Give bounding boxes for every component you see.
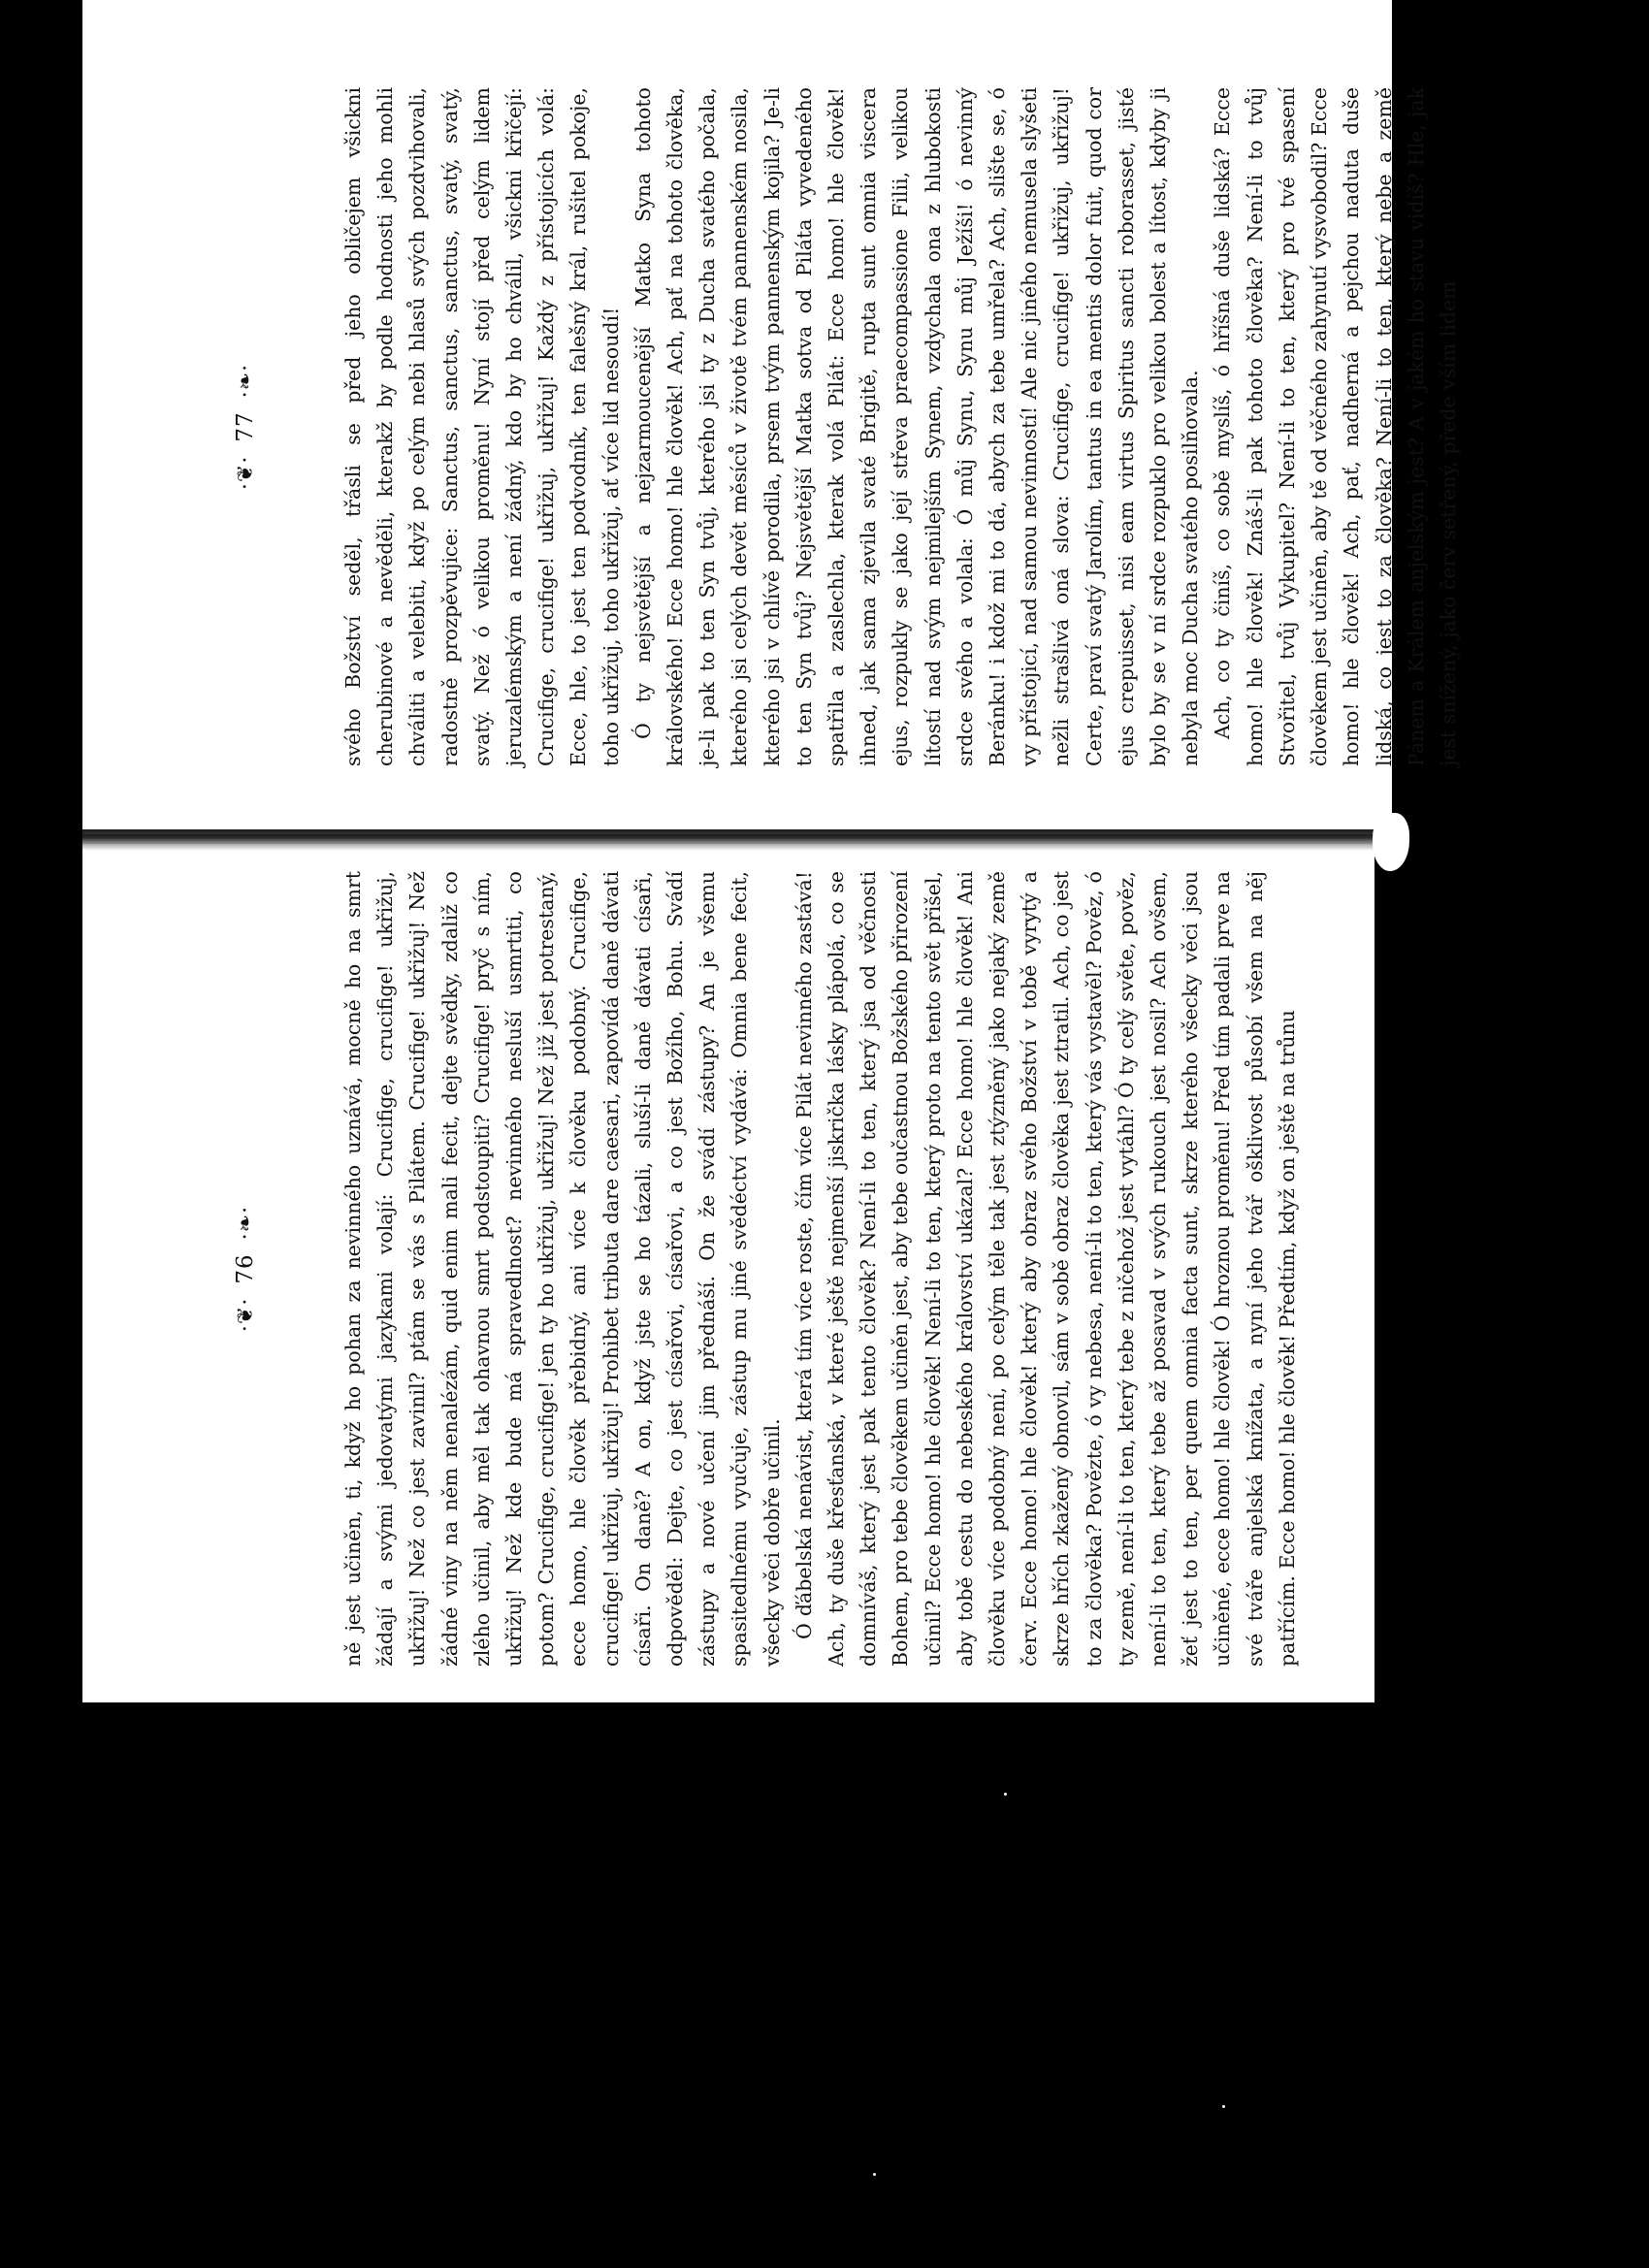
- speck: [1222, 2105, 1225, 2108]
- ornament-icon: ·❧·: [234, 1205, 258, 1241]
- speck: [1004, 1793, 1007, 1796]
- page-number: 77: [233, 411, 258, 442]
- page-body: [338, 871, 1304, 1667]
- ornament-icon: ·❧·: [234, 363, 258, 399]
- ornament-icon: ·❦·: [234, 455, 258, 491]
- paragraph: Ach, co ty činíš, co sobě myslíš, ó hříšná duše lidská? Ecce homo! hle člověk! Znáš-li pak tohoto člověka? Není-li to tvůj Stvořitel, tvůj Vykupitel? Není-li to ten, který pro tvé spasení člověkem jest učiněn, aby tě od věčného zahynutí vysvobodil? Ecce homo! hle člověk! Ach, pať, nadherná a pejchou naduta duše lidská, co jest to za člověka? Není-li to ten, který nebe a země Pánem a Králem anjelským jest? A v jakém ho stavu vidíš? Hle, jak jest snížený, jako červ setřený, přede vším lidem: [1211, 87, 1460, 766]
- ornament-icon: ·❦·: [234, 1297, 258, 1333]
- page-body: [338, 87, 1465, 766]
- page-76: [233, 871, 1358, 1667]
- running-head: [233, 871, 258, 1667]
- paragraph: Ó ďábelská nenávist, která tím více roste, čím více Pilát nevinného zastává! Ach, ty duše křesťanská, v které ještě nejmenší jiskrička lásky plápolá, co se domníváš, který jest pak tento člověk? Není-li to ten, který jsa od věčnosti Bohem, pro tebe člověkem učiněn jest, aby tebe oučastnou Božského přirození učinil? Ecce homo! hle člověk! Není-li to ten, který proto na tento svět přišel, aby tobě cestu do nebeského království ukázal? Ecce homo! hle člověk! Ani člověku více podobný není, po celým těle tak jest ztýzněný jako nejaký země červ. Ecce homo! hle člověk! který aby obraz svého Božství v tobě vyrytý a skrze hřích zkažený obnovil, sám v sobě obraz člověka jest ztratil. Ach, co jest to za člověka? Povězte, ó vy nebesa, není-li to ten, který vás vystavěl? Pověz, ó ty země, není-li to ten, který tebe z ničehož jest vytáhl? Ó ty celý světe, pověz, není-li to ten, který tebe až posavad v svých rukouch jest nosil? Ach ovšem, žeť jest to ten, per quem omnia facta sunt, skrze kterého všecky věci jsou učiněné, ecce homo! hle člověk! Ó hroznou proměnu! Před tím padali prve na své tváře anjelská knížata, a nyní jeho tvář ošklivost působí všem na něj patřícím. Ecce homo! hle člověk! Předtím, když on ještě na trůnu: [792, 871, 1299, 1667]
- page-number: 76: [233, 1253, 258, 1284]
- paragraph: svého Božství seděl, třásli se před jeho obličejem všickni cherubinové a nevěděli, kterakž by podle hodnosti jeho mohli chváliti a velebiti, když po celým nebi hlasů svých pozdvihovali, radostně prozpěvujice: Sanctus, sanctus, sanctus, svatý, svatý, svatý. Než ó velikou proměnu! Nyní stojí před celým lidem jeruzalémským a není žádný, kdo by ho chválil, všickni křičejí: Crucifige, crucifige! ukřižuj, ukřižuj! Každý z přístojicích volá: Ecce, hle, to jest ten podvodník, ten falešný král, rušitel pokoje, toho ukřižuj, toho ukřižuj, ať více lid nesoudí!: [341, 87, 623, 766]
- gutter-edge: [1373, 813, 1409, 871]
- paragraph: ně jest učiněn, ti, když ho pohan za nevinného uznává, mocně ho na smrt žádají a svými jedovatými jazykami volají: Crucifige, crucifige! ukřižuj, ukřižuj! Než co jest zavinil? ptám se vás s Pilátem. Crucifige! ukřižuj! Než žádné viny na něm nenalézám, quid enim mali fecit, dejte svědky, zdaliž co zlého učinil, aby měl tak ohavnou smrt podstoupiti? Crucifige! pryč s ním, ukřižuj! Než kde bude má spravedlnost? nevinného nesluší usmrtiti, co potom? Crucifige, crucifige! jen ty ho ukřižuj, ukřižuj! Než již jest potrestaný, ecce homo, hle člověk přebidný, ani více k člověku podobný. Crucifige, crucifige! ukřižuj, ukřižuj! Prohibet tributa dare caesari, zapovídá daně dávati císaři. On daně? A on, když jste se ho tázali, sluší-li daně dávati císaři, odpověděl: Dejte, co jest císařovi, císařovi, a co jest Božího, Bohu. Svádí zástupy a nové učení jim přednáší. On že svádí zástupy? An je všemu spasitedlnému vyučuje, zástup mu jiné svědéctví vydává: Omnia bene fecit, všecky věci dobře učinil.: [341, 871, 784, 1667]
- running-head: [233, 87, 258, 766]
- paragraph: Ó ty nejsvětější a nejzarmoucenější Matko Syna tohoto královského! Ecce homo! hle člověk! Ach, pať na tohoto člověka, je-li pak to ten Syn tvůj, kterého jsi ty z Ducha svatého počala, kterého jsi celých devět měsíců v životě tvém pannenském nosila, kterého jsi v chlívě porodila, prsem tvým pannenským kojila? Je-li to ten Syn tvůj? Nejsvětější Matka sotva od Piláta vyvedeného spatřila a zaslechla, kterak volá Pilát: Ecce homo! hle člověk! ihned, jak sama zjevila svaté Brigitě, rupta sunt omnia viscera ejus, rozpukly se jako její střeva praecompassione Filii, velikou lítostí nad svým nejmilejším Synem, vzdychala ona z hlubokosti srdce svého a volala: Ó můj Synu, Synu můj Ježíši! ó nevinný Beránku! i kdož mi to dá, abych za tebe umřela? Ach, slište se, ó vy přístojicí, nad samou nevinností! Ale nic jiného nemusela slyšeti nežli strašlivá oná slova: Crucifige, crucifige! ukřižuj, ukřižuj! Certe, praví svatý Jarolím, tantus in ea mentis dolor fuit, quod cor ejus crepuisset, nisi eam virtus Spiritus sancti roborasset, jisté bylo by se v ní srdce rozpuklo pro velikou bolest a lítost, kdyby ji nebyla moc Ducha svatého posilňovala.: [630, 87, 1203, 766]
- speck: [873, 2173, 876, 2176]
- book-gutter: [82, 829, 1402, 851]
- page-77: [233, 87, 1460, 766]
